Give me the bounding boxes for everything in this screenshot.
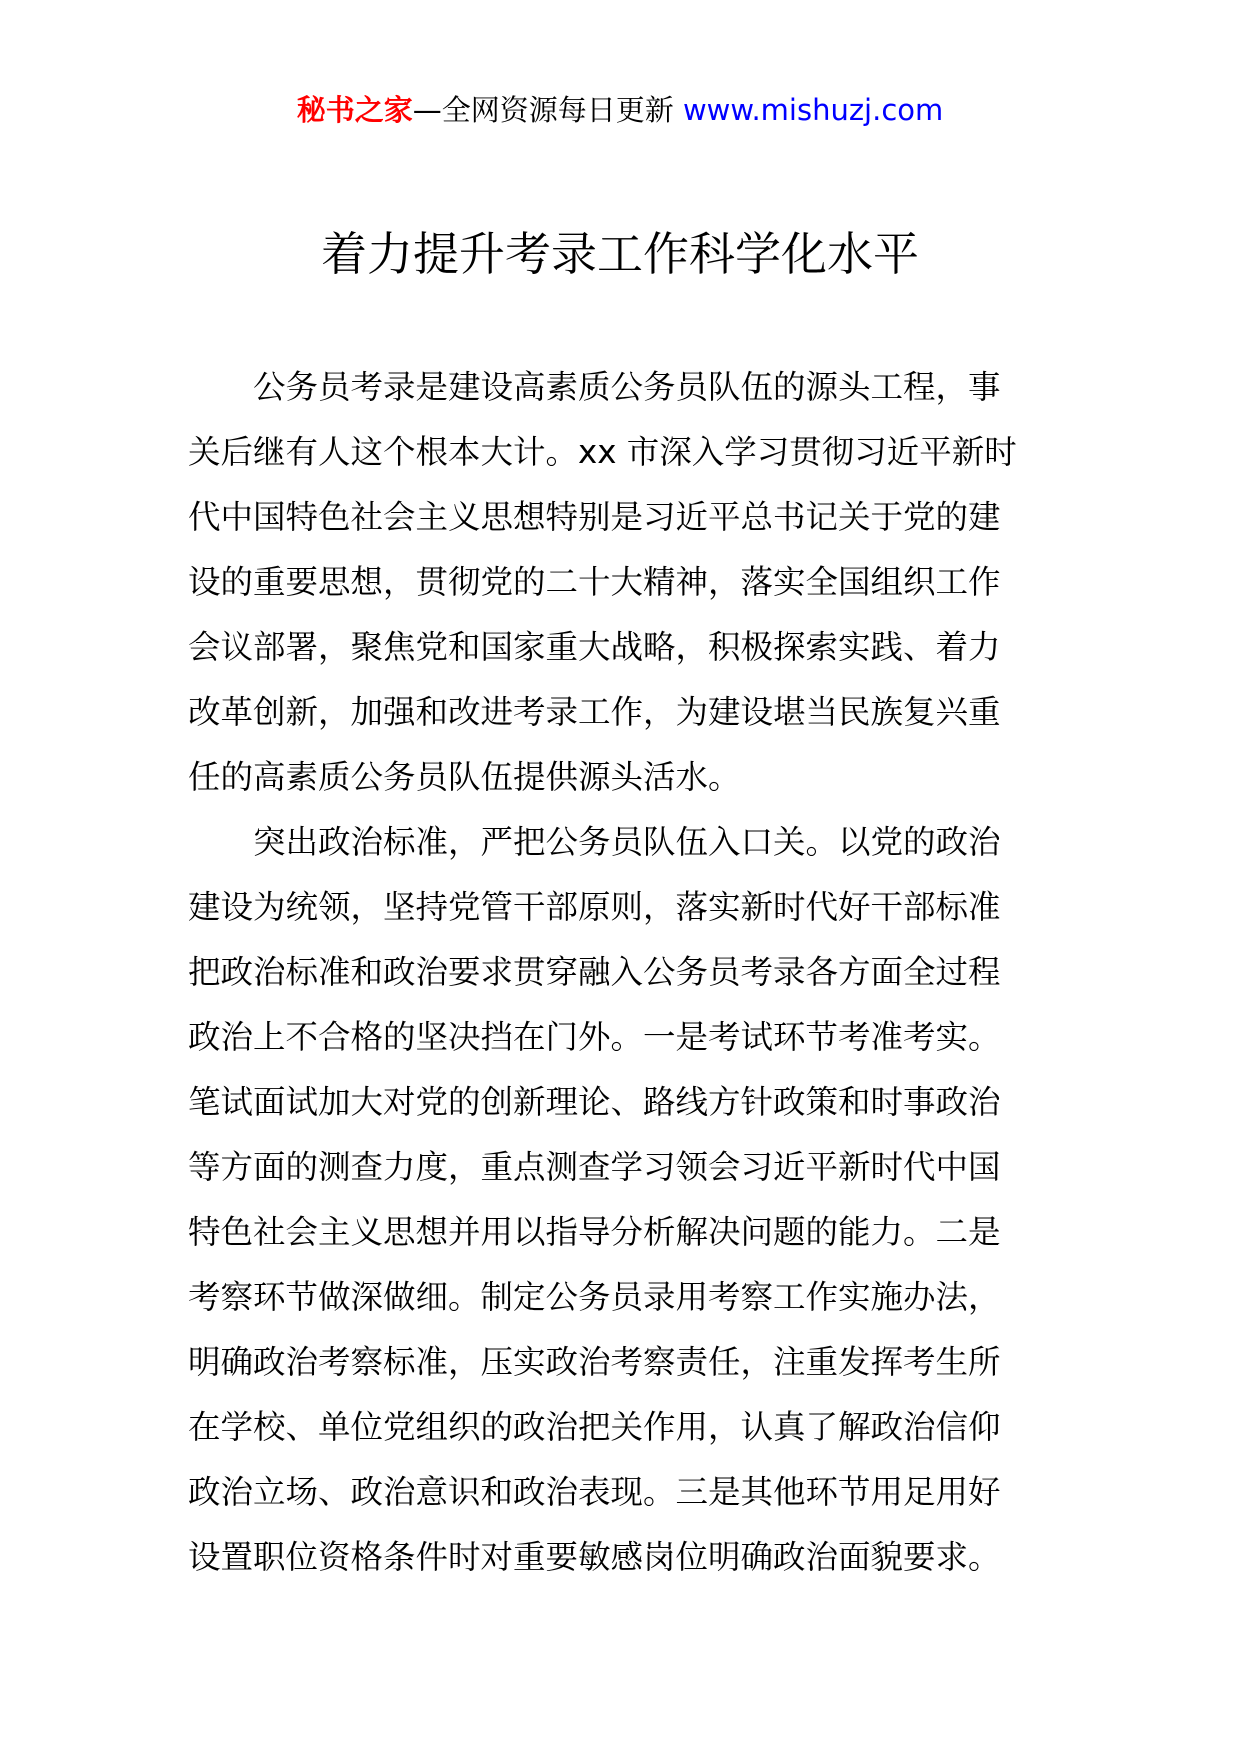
paragraph-line: 改革创新，加强和改进考录工作，为建设堪当民族复兴重 bbox=[188, 693, 1001, 731]
site-brand: 秘书之家 bbox=[296, 93, 413, 127]
paragraph-line: 建设为统领，坚持党管干部原则，落实新时代好干部标准 bbox=[188, 888, 1001, 926]
paragraph-line: 会议部署，聚焦党和国家重大战略，积极探索实践、着力 bbox=[188, 628, 1001, 666]
document-body bbox=[188, 355, 1058, 1590]
paragraph-line: 任的高素质公务员队伍提供源头活水。 bbox=[188, 758, 741, 796]
paragraph-intro bbox=[188, 355, 1058, 810]
document-title: 着力提升考录工作科学化水平 bbox=[321, 227, 919, 281]
paragraph-line: 特色社会主义思想并用以指导分析解决问题的能力。二是 bbox=[188, 1213, 1001, 1251]
paragraph-line: 突出政治标准，严把公务员队伍入口关。以党的政治 bbox=[253, 823, 1001, 861]
site-url-link[interactable]: www.mishuzj.com bbox=[682, 93, 944, 127]
paragraph-line: 政治立场、政治意识和政治表现。三是其他环节用足用好 bbox=[188, 1473, 1001, 1511]
paragraph-political-standards bbox=[188, 810, 1058, 1590]
paragraph-line: 在学校、单位党组织的政治把关作用，认真了解政治信仰 bbox=[188, 1408, 1001, 1446]
paragraph-line: 代中国特色社会主义思想特别是习近平总书记关于党的建 bbox=[188, 498, 1001, 536]
paragraph-line: 笔试面试加大对党的创新理论、路线方针政策和时事政治 bbox=[188, 1083, 1001, 1121]
paragraph-line: 公务员考录是建设高素质公务员队伍的源头工程，事 bbox=[253, 368, 1001, 406]
paragraph-line: 等方面的测查力度，重点测查学习领会习近平新时代中国 bbox=[188, 1148, 1001, 1186]
paragraph-line: 明确政治考察标准，压实政治考察责任，注重发挥考生所 bbox=[188, 1343, 1001, 1381]
paragraph-line: 设置职位资格条件时对重要敏感岗位明确政治面貌要求。 bbox=[188, 1538, 1001, 1576]
paragraph-line: 政治上不合格的坚决挡在门外。一是考试环节考准考实。 bbox=[188, 1018, 1001, 1056]
paragraph-line: 关后继有人这个根本大计。xx 市深入学习贯彻习近平新时 bbox=[188, 433, 1017, 471]
paragraph-line: 考察环节做深做细。制定公务员录用考察工作实施办法， bbox=[188, 1278, 1001, 1316]
paragraph-line: 设的重要思想，贯彻党的二十大精神，落实全国组织工作 bbox=[188, 563, 1001, 601]
site-header bbox=[0, 88, 1240, 132]
site-tagline: —全网资源每日更新 bbox=[412, 93, 674, 127]
paragraph-line: 把政治标准和政治要求贯穿融入公务员考录各方面全过程 bbox=[188, 953, 1001, 991]
